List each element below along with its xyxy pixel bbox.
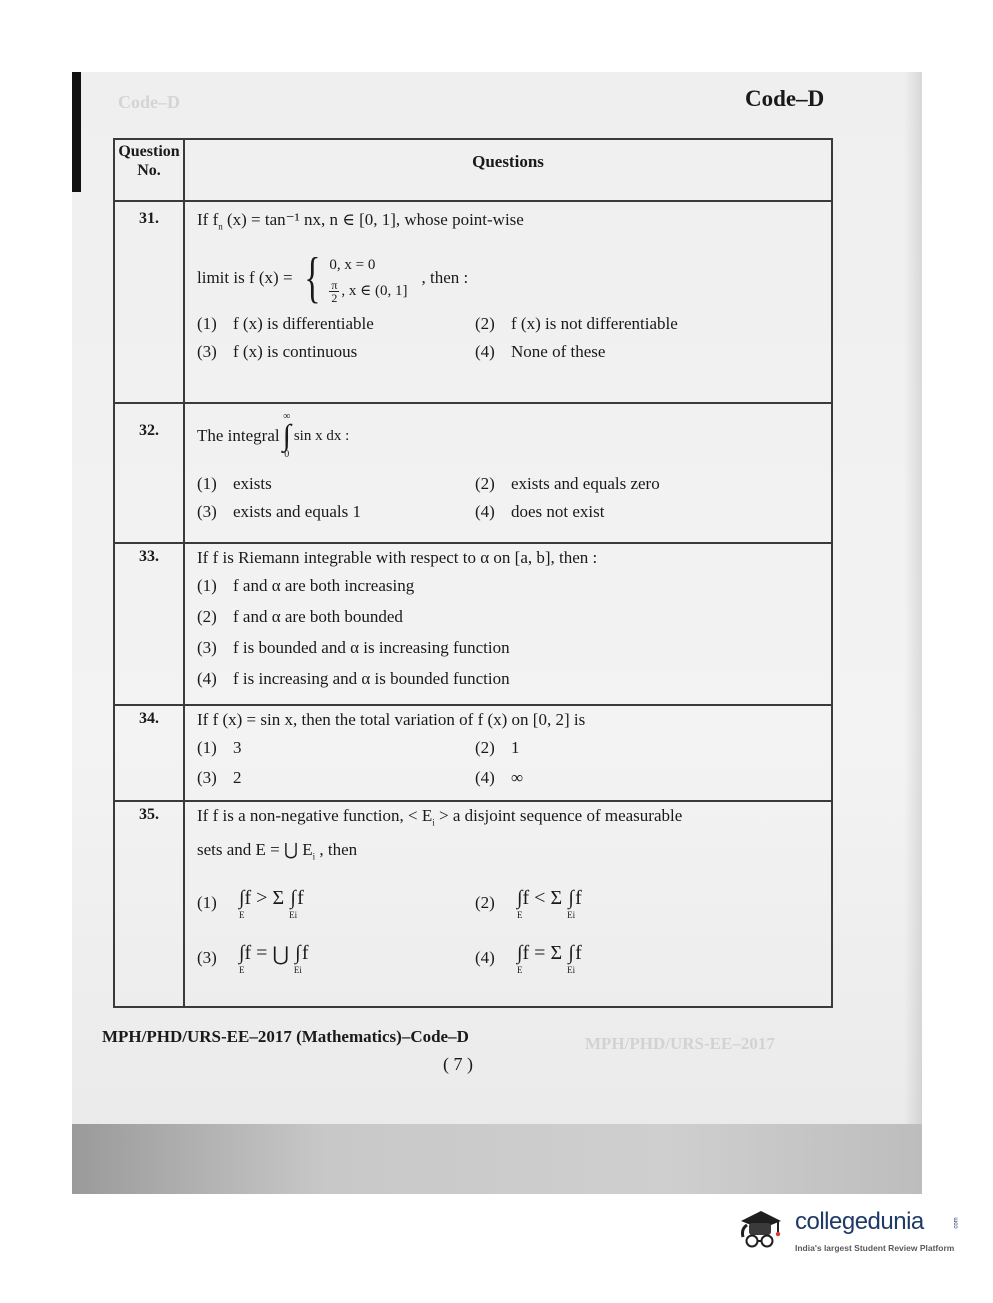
option-3: (3) f is bounded and α is increasing function [197,638,510,657]
question-stem: If f (x) = sin x, then the total variation of f (x) on [0, 2] is [197,710,586,729]
options [197,738,821,788]
question-number: 33. [114,543,184,705]
option-1: (1) f (x) is differentiable [197,314,374,334]
scan-shadow [904,72,922,1194]
page-number: ( 7 ) [443,1054,473,1074]
option-3: (3) 2 [197,768,242,787]
cases: 0, x = 0 $\frac{\pi}{2}$ , x ∈ (0, 1] [329,257,408,306]
scan-bottom-band [72,1124,922,1194]
question-number: 35. [114,801,184,1007]
question-stem: If f is a non-negative function, < $E_i > a$ disjoint sequence of measurable [197,806,683,828]
option-4: (4) ∞ [475,768,524,787]
options [197,314,821,362]
questions-header: Questions [184,139,832,201]
question-stem: The integral ∞ ∫ 0 sin x dx : [197,411,350,460]
piecewise-definition: limit is f (x) = { 0, x = 0 $\frac{\pi}{2}$ , x ∈ (0, 1] , then : [197,247,469,310]
question-row-32 [114,403,832,543]
option-1: (1) f and α are both increasing [197,576,415,595]
faint-footer-bleed: MPH/PHD/URS-EE–2017 [585,1034,775,1053]
option-1: (1) ∫ E f > Σ ∫ Ei f [197,886,304,920]
option-4: (4) f is increasing and α is bounded function [197,669,510,688]
question-body [184,801,832,1007]
options [197,474,821,522]
option-1: (1) 3 [197,738,242,757]
question-body [184,201,832,403]
question-row-34 [114,705,832,801]
question-row-31 [114,201,832,403]
option-4: (4) ∫ E f = Σ ∫ Ei f [475,941,582,975]
options [197,570,821,694]
question-table [113,138,833,1008]
table-header-row [114,139,832,201]
brand-name[interactable]: collegedunia [795,1208,924,1235]
math-expression: ∫ E f > Σ ∫ Ei f [239,886,304,920]
question-row-33 [114,543,832,705]
ghost-code-watermark: Code–D [118,92,180,112]
paper-footer: MPH/PHD/URS-EE–2017 (Mathematics)–Code–D [102,1027,469,1046]
brand-tagline: India's largest Student Review Platform [795,1243,955,1253]
fraction: $\frac{\pi}{2}$ [331,278,338,306]
scan-edge [72,72,81,192]
question-body [184,543,832,705]
option-3: (3) exists and equals 1 [197,502,361,521]
integral-sign: ∞ ∫ 0 [282,411,291,460]
question-number: 34. [114,705,184,801]
question-number: 32. [114,403,184,543]
option-4: (4) None of these [475,342,606,362]
mascot-icon [741,1211,781,1247]
question-stem: If $f_n$ (x) = tan⁻¹ nx, n ∈ [0, 1], whose point-wise [197,210,524,232]
option-4: (4) does not exist [475,502,605,521]
option-2: (2) f (x) is not differentiable [475,314,678,334]
brand-tm: com [953,1217,960,1229]
question-body [184,403,832,543]
option-2: (2) 1 [475,738,520,757]
question-body [184,705,832,801]
question-stem: If f is Riemann integrable with respect to α on [a, b], then : [197,548,598,567]
math-expression: ∫ E f < Σ ∫ Ei f [517,886,582,920]
left-brace: { [303,247,321,310]
option-1: (1) exists [197,474,272,493]
question-no-header: Question No. [114,139,184,201]
option-3: (3) ∫ E f = ⋃ ∫ Ei f [197,941,309,975]
option-2: (2) exists and equals zero [475,474,660,493]
question-stem-line-2: sets and E = ⋃ $E_i$ , then [197,840,358,862]
options [197,887,821,975]
math-expression: ∫ E f = ⋃ ∫ Ei f [239,941,309,975]
math-expression: ∫ E f = Σ ∫ Ei f [517,941,582,975]
option-3: (3) f (x) is continuous [197,342,358,362]
option-2: (2) f and α are both bounded [197,607,403,626]
question-number: 31. [114,201,184,403]
option-2: (2) ∫ E f < Σ ∫ Ei f [475,886,582,920]
paper-code: Code–D [745,86,825,111]
question-row-35 [114,801,832,1007]
